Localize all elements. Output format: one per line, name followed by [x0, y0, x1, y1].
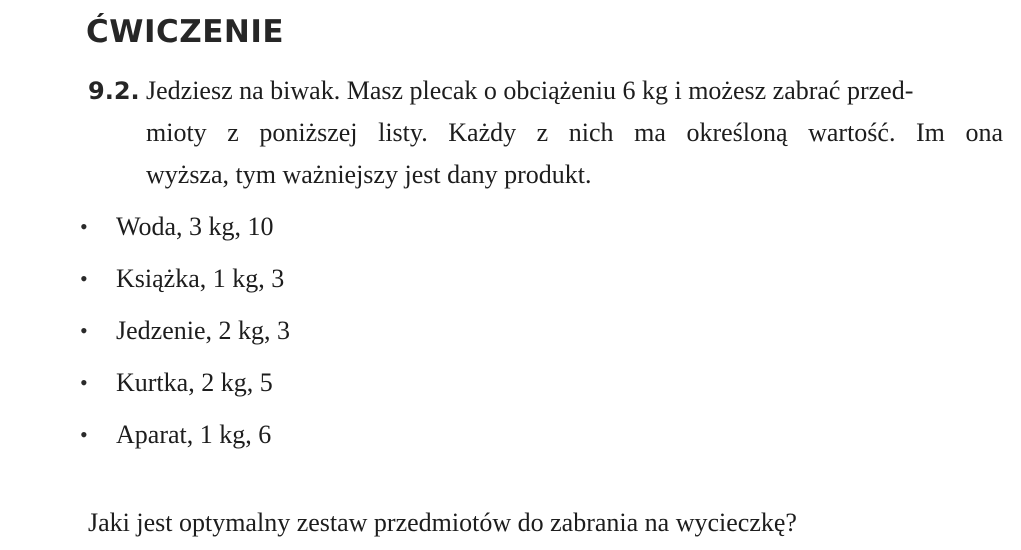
list-item: [76, 253, 290, 305]
list-item: [76, 201, 290, 253]
list-item: [76, 305, 290, 357]
bullet: •: [80, 266, 88, 291]
bullet: •: [80, 422, 88, 447]
exercise-block: [88, 70, 1003, 196]
exercise-line-1: Jedziesz na biwak. Masz plecak o obciążeniu 6 kg i możesz zabrać przed-: [146, 76, 914, 105]
exercise-line-3: wyższa, tym ważniejszy jest dany produkt.: [146, 160, 592, 189]
item-text: Kurtka, 2 kg, 5: [116, 368, 273, 397]
question-text: Jaki jest optymalny zestaw przedmiotów do zabrania na wycieczkę?: [88, 508, 797, 537]
exercise-text: [88, 70, 1003, 196]
item-list: [76, 201, 290, 461]
bullet: •: [80, 214, 88, 239]
list-item: [76, 409, 290, 461]
section-heading: ĆWICZENIE: [86, 14, 285, 50]
item-text: Jedzenie, 2 kg, 3: [116, 316, 291, 345]
exercise-line-2: mioty z poniższej listy. Każdy z nich ma określoną wartość. Im ona: [146, 118, 1003, 147]
list-item: [76, 357, 290, 409]
bullet: •: [80, 318, 88, 343]
item-text: Książka, 1 kg, 3: [116, 264, 285, 293]
item-text: Woda, 3 kg, 10: [116, 212, 274, 241]
bullet: •: [80, 370, 88, 395]
item-text: Aparat, 1 kg, 6: [116, 420, 272, 449]
exercise-number: 9.2.: [88, 77, 140, 105]
